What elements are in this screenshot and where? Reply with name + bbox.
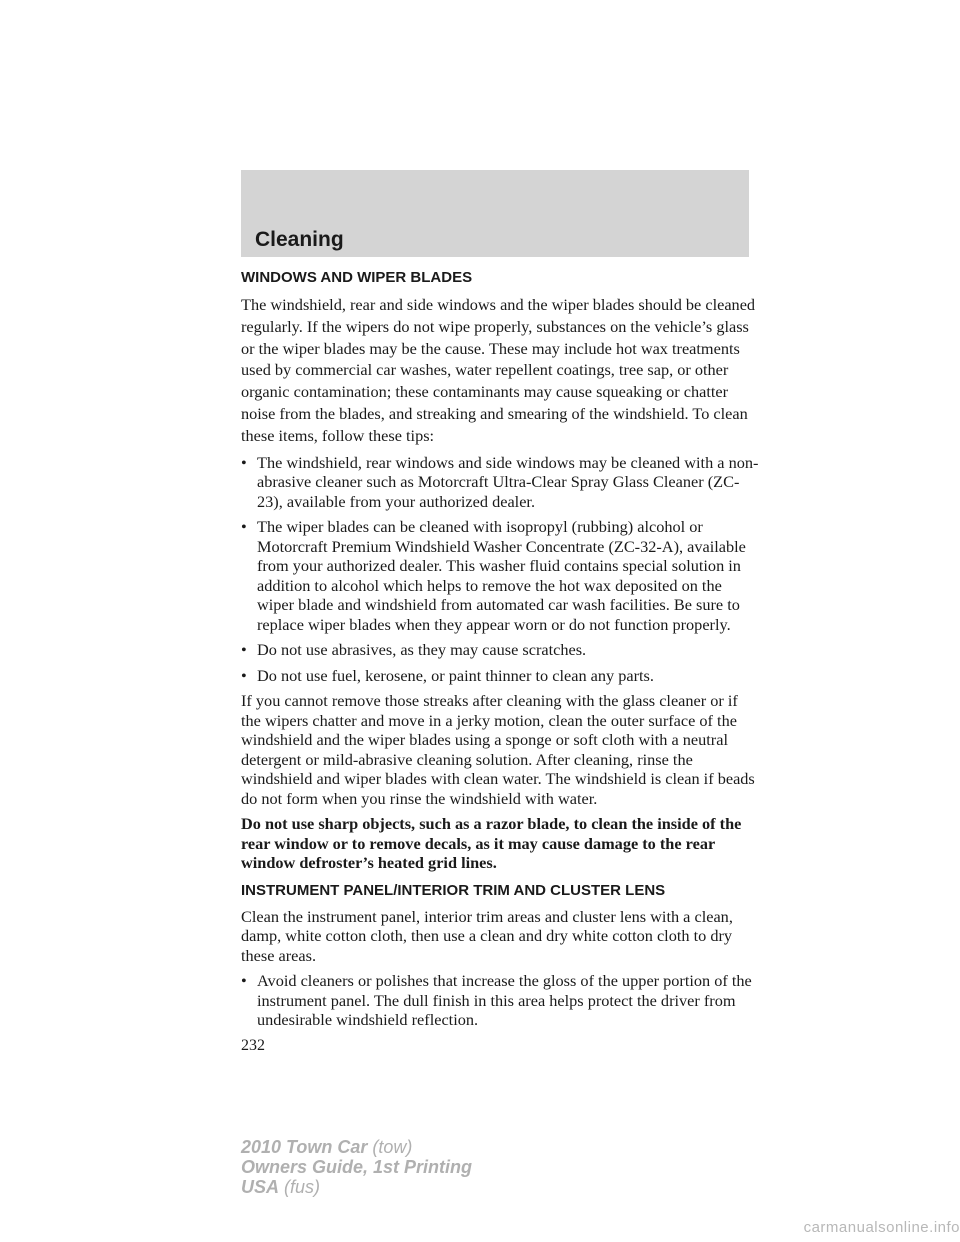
document-footer xyxy=(241,1137,472,1197)
page-section-title: Cleaning xyxy=(255,228,344,251)
site-watermark: carmanualsonline.info xyxy=(803,1219,960,1236)
list-item-text: Do not use abrasives, as they may cause scratches. xyxy=(257,640,587,660)
windows-intro-paragraph: The windshield, rear and side windows and the wiper blades should be cleaned regularly. If the wipers do not wipe properly, substances on the vehicle’s glass or the wiper blades may be the cause. These may include hot wax treatments used by commercial car washes, water repellent coatings, tree sap, or other organic contamination; these contaminants may cause squeaking or chatter noise from the blades, and streaking and smearing of the windshield. To clean these items, follow these tips: xyxy=(241,295,756,445)
page-content xyxy=(241,268,761,1055)
list-item-text: The wiper blades can be cleaned with isopropyl (rubbing) alcohol or Motorcraft Premium Windshield Washer Concentrate (ZC-32-A), available from your authorized dealer. This washer fluid contains special solution in addition to alcohol which helps to remove the hot wax deposited on the wiper blade and windshield from automated car wash facilities. Be sure to replace wiper blades when they appear worn or do not function properly. xyxy=(257,517,746,634)
instrument-panel-heading: INSTRUMENT PANEL/INTERIOR TRIM AND CLUSTER LENS xyxy=(241,881,666,899)
footer-line-3 xyxy=(241,1177,472,1197)
bullet-icon: • xyxy=(241,665,247,685)
page-number: 232 xyxy=(241,1036,265,1054)
footer-line-1 xyxy=(241,1137,472,1157)
list-item xyxy=(241,640,761,660)
list-item xyxy=(241,971,761,1030)
windows-wiper-heading: WINDOWS AND WIPER BLADES xyxy=(241,269,473,286)
list-item-text: Avoid cleaners or polishes that increase the gloss of the upper portion of the instrument panel. The dull finish in this area helps protect the driver from undesirable windshield reflection. xyxy=(257,971,752,1030)
footer-line-2 xyxy=(241,1157,472,1177)
bullet-icon: • xyxy=(241,971,247,991)
streaks-paragraph: If you cannot remove those streaks after cleaning with the glass cleaner or if the wipers chatter and move in a jerky motion, clean the outer surface of the windshield and the wiper blades using a sponge or soft cloth with a neutral detergent or mild-abrasive cleaning solution. After cleaning, rinse the windshield and wiper blades with clean water. The windshield is clean if beads do not form when you rinse the windshield with water. xyxy=(241,691,755,808)
bullet-icon: • xyxy=(241,640,247,660)
list-item xyxy=(241,666,761,686)
footer-market-code: (fus) xyxy=(284,1177,321,1197)
footer-market: USA xyxy=(241,1177,280,1197)
warning-paragraph: Do not use sharp objects, such as a razor blade, to clean the inside of the rear window or to remove decals, as it may cause damage to the rear window defroster’s heated grid lines. xyxy=(241,814,742,873)
list-item xyxy=(241,517,761,634)
footer-model-code: (tow) xyxy=(372,1137,413,1157)
section-header-bar xyxy=(241,170,749,257)
footer-model: 2010 Town Car xyxy=(241,1137,368,1157)
list-item-text: The windshield, rear windows and side windows may be cleaned with a non-abrasive cleaner such as Motorcraft Ultra-Clear Spray Glass Cleaner (ZC-23), available from your authorized dealer. xyxy=(257,452,759,511)
list-item-text: Do not use fuel, kerosene, or paint thinner to clean any parts. xyxy=(257,665,654,685)
bullet-icon: • xyxy=(241,452,247,472)
footer-printing: Owners Guide, 1st Printing xyxy=(241,1157,473,1177)
bullet-icon: • xyxy=(241,517,247,537)
list-item xyxy=(241,453,761,512)
instrument-panel-paragraph: Clean the instrument panel, interior trim areas and cluster lens with a clean, damp, white cotton cloth, then use a clean and dry white cotton cloth to dry these areas. xyxy=(241,906,733,965)
